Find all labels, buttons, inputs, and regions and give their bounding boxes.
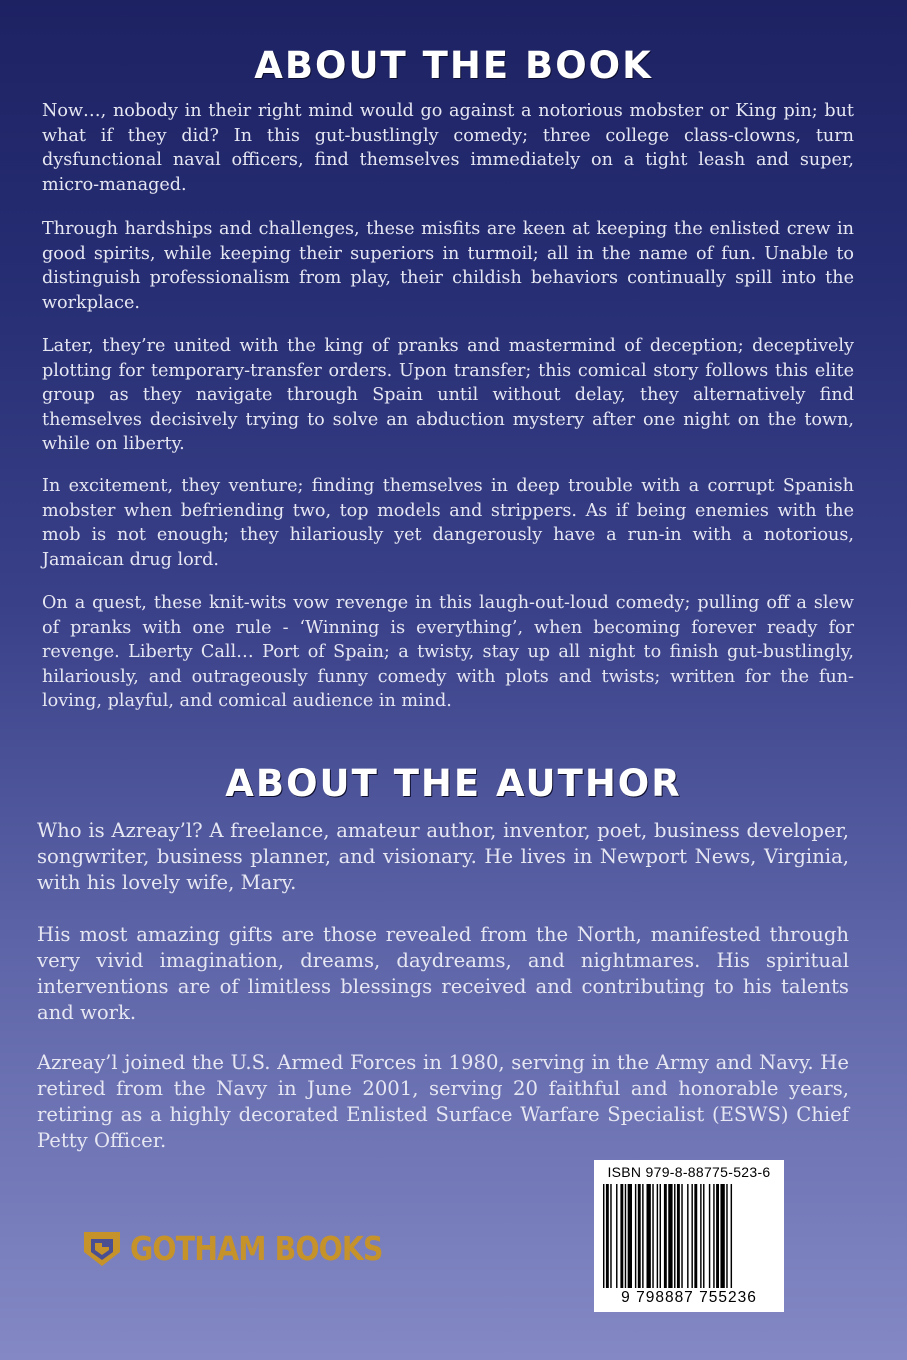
barcode-bar <box>720 1184 724 1288</box>
barcode-bar <box>726 1184 727 1288</box>
barcode-bar <box>713 1184 714 1288</box>
barcode-bar <box>616 1184 617 1288</box>
barcode-bar <box>652 1184 653 1288</box>
author-paragraph: Who is Azreay’l? A freelance, amateur author, inventor, poet, business developer, songwriter, business planner, and visionary. He lives in Newport News, Virginia, with his lovely wife, Mary. <box>37 819 849 894</box>
book-paragraph: In excitement, they venture; finding themselves in deep trouble with a corrupt Spanish mobster when befriending two, top models and strippers. As if being enemies with the mob is not enough; they hilariously yet dangerously have a run-in with a notorious, Jamaican drug lord. <box>42 476 854 570</box>
barcode-bar <box>691 1184 692 1288</box>
isbn-label: ISBN 979-8-88775-523-6 <box>607 1164 771 1180</box>
barcode-bars <box>600 1184 778 1288</box>
barcode-bar <box>703 1184 704 1288</box>
barcode-bar <box>664 1184 667 1288</box>
barcode-bar <box>628 1184 632 1288</box>
about-book-heading: ABOUT THE BOOK <box>254 44 653 87</box>
barcode-bar <box>694 1184 697 1288</box>
barcode-bar <box>620 1184 623 1288</box>
barcode-bar <box>625 1184 626 1288</box>
barcode-bar <box>603 1184 604 1288</box>
book-paragraph: Through hardships and challenges, these misfits are keen at keeping the enlisted crew in good spirits, while keeping their superiors in turmoil; all in the name of fun. Unable to distinguish professionalism from play, their childish behaviors continually spill into the workplace. <box>42 219 854 313</box>
isbn-digits: 9 798887 755236 <box>621 1289 757 1306</box>
barcode-bar <box>660 1184 661 1288</box>
barcode-bar <box>700 1184 701 1288</box>
barcode-bar <box>635 1184 636 1288</box>
author-paragraph: Azreay’l joined the U.S. Armed Forces in 1980, serving in the Army and Navy. He retired from the Navy in June 2001, serving 20 faithful and honorable years, retiring as a highly decorated Enlisted Surface Warfare Specialist (ESWS) Chief Petty Officer. <box>37 1051 849 1152</box>
barcode-bar <box>687 1184 688 1288</box>
barcode-bar <box>642 1184 643 1288</box>
about-author-heading: ABOUT THE AUTHOR <box>225 762 682 805</box>
book-paragraph: On a quest, these knit-wits vow revenge in this laugh-out-loud comedy; pulling off a slew of pranks with one rule - ‘Winning is everything’, when becoming forever ready for revenge. Liberty Call… Port of Spain; a twisty, stay up all night to finish gut-bustlingly, hilariously, and outrageously funny comedy with plots and twists; written for the fun-loving, playful, and comical audience in mind. <box>42 593 854 712</box>
isbn-barcode <box>594 1160 784 1312</box>
barcode-bar <box>677 1184 680 1288</box>
author-paragraph: His most amazing gifts are those revealed from the North, manifested through very vivid imagination, dreams, daydreams, and nightmares. His spiritual interventions are of limitless blessings received and contributing to his talents and work. <box>37 923 849 1024</box>
barcode-bar <box>606 1184 609 1288</box>
barcode-bar <box>638 1184 641 1288</box>
book-paragraph: Now…, nobody in their right mind would go against a notorious mobster or King pin; but what if they did? In this gut-bustlingly comedy; three college class-clowns, turn dysfunctional naval officers, find themselves immediately on a tight leash and super, micro-managed. <box>42 101 854 195</box>
barcode-bar <box>709 1184 710 1288</box>
publisher-logo <box>80 1226 424 1270</box>
barcode-bar <box>716 1184 719 1288</box>
publisher-name: GOTHAM BOOKS <box>130 1228 383 1268</box>
barcode-bar <box>681 1184 682 1288</box>
barcode-bar <box>674 1184 675 1288</box>
book-paragraph: Later, they’re united with the king of pranks and mastermind of deception; deceptively plotting for temporary-transfer orders. Upon transfer; this comical story follows this elite group as they navigate through Spain until without delay, they alternatively find themselves decisively trying to solve an abduction mystery after one night on the town, while on liberty. <box>42 336 854 455</box>
barcode-bar <box>731 1184 732 1288</box>
barcode-bar <box>668 1184 672 1288</box>
barcode-bar <box>657 1184 658 1288</box>
barcode-bar <box>610 1184 611 1288</box>
gotham-shield-icon <box>80 1226 124 1270</box>
barcode-bar <box>647 1184 651 1288</box>
